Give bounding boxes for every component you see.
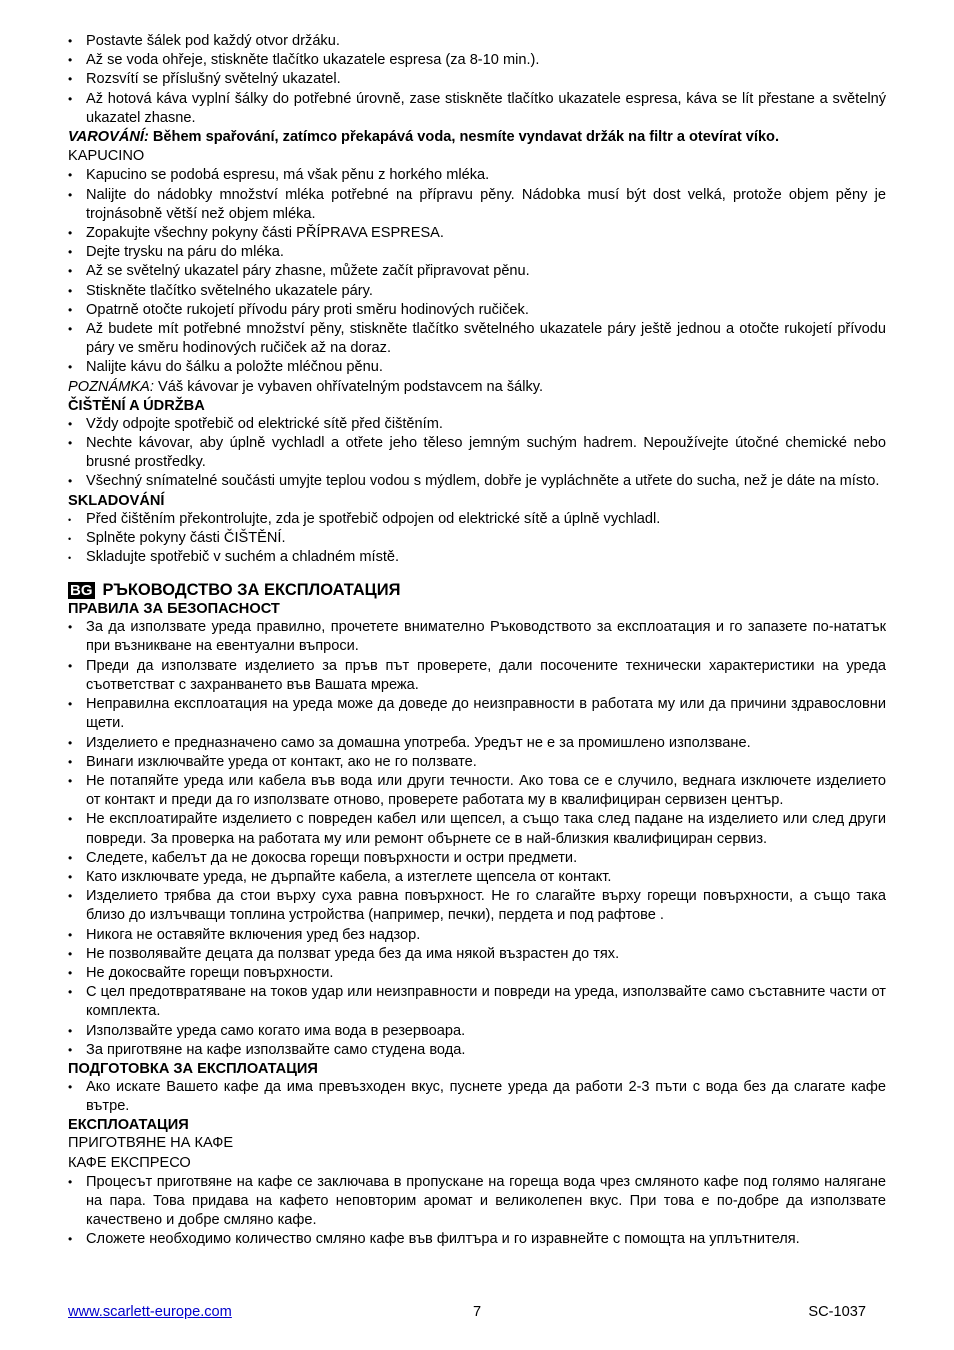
bg-language-badge: BG <box>70 582 93 600</box>
list-item: • Изделието трябва да стои върху суха равна повърхност. Не го слагайте върху горещи повърхности, а също така близо до излъчващи топлина устройства (например, печки), пердета и под рафтове . <box>68 887 886 925</box>
list-item: • Kapucino se podobá espresu, má však pěnu z horkého mléka. <box>68 166 886 185</box>
cz-cleaning-title: ČIŠTĚNÍ A ÚDRŽBA <box>68 397 205 414</box>
list-item: • Не потапяйте уреда или кабела във вода или други течности. Ако това се е случило, веднага изключете изделието от контакт и преди да го използвате отново, проверете работата му в квалифициран сервизен център. <box>68 772 886 810</box>
website-link[interactable]: www.scarlett-europe.com <box>68 1304 232 1320</box>
cz-espresso-list <box>68 32 886 128</box>
list-item: • Неправилна експлоатация на уреда може да доведе до неизправности в работата му или да причини здравословни щети. <box>68 695 886 733</box>
list-item: • Nalijte do nádobky množství mléka potřebné na přípravu pěny. Nádobka musí být dost velká, protože objem pěny je trojnásobně větší než objem mléka. <box>68 186 886 224</box>
cz-storage-title: SKLADOVÁNÍ <box>68 492 165 509</box>
list-item: • Rozsvítí se příslušný světelný ukazatel. <box>68 70 886 89</box>
list-item: • Až se voda ohřeje, stiskněte tlačítko ukazatele espresa (za 8-10 min.). <box>68 51 886 70</box>
bg-section-heading <box>68 581 886 600</box>
list-item: • Следете, кабелът да не докосва горещи повърхности и остри предмети. <box>68 849 886 868</box>
list-item: • За приготвяне на кафе използвайте само студена вода. <box>68 1041 886 1060</box>
list-item: • Až hotová káva vyplní šálky do potřebné úrovně, zase stiskněte tlačítko ukazatele espresa, káva se lít přestane a světelný ukazatel zhasne. <box>68 90 886 128</box>
cz-warning-text: Během spařování, zatímco překapává voda, nesmíte vyndavat držák na filtr a otevírat víko. <box>152 129 780 146</box>
list-item: • За да използвате уреда правилно, прочетете внимателно Ръководството за експлоатация и го запазете по-нататък при възникване на евентуални въпроси. <box>68 618 886 656</box>
cz-warning <box>68 128 886 147</box>
list-item: • Преди да използвате изделието за пръв път проверете, дали посочените технически характеристики на уреда съответстват с захранването във Вашата мрежа. <box>68 657 886 695</box>
list-item: • С цел предотвратяване на токов удар или неизправности и повреди на уреда, използвайте само съставните части от комплекта. <box>68 983 886 1021</box>
list-item: • Nechte kávovar, aby úplně vychladl a otřete jeho těleso jemným suchým hadrem. Nepoužívejte útočné chemické nebo brusné prostředky. <box>68 434 886 472</box>
list-item: • Postavte šálek pod každý otvor držáku. <box>68 32 886 51</box>
bg-safety-title: ПРАВИЛА ЗА БЕЗОПАСНОСТ <box>68 601 280 618</box>
list-item: • Skladujte spotřebič v suchém a chladném místě. <box>68 548 886 567</box>
list-item: • Stiskněte tlačítko světelného ukazatele páry. <box>68 282 886 301</box>
list-item: • Opatrně otočte rukojetí přívodu páry proti směru hodinových ručiček. <box>68 301 886 320</box>
list-item: • Až budete mít potřebné množství pěny, stiskněte tlačítko světelného ukazatele páry ještě jednou a otočte rukojetí přívodu páry ve směru hodinových ručiček až na doraz. <box>68 320 886 358</box>
page-footer <box>68 1304 886 1324</box>
list-item: • Splněte pokyny části ČIŠTĚNÍ. <box>68 529 886 548</box>
list-item: • Všechný snímatelné součásti umyjte teplou vodou s mýdlem, dobře je vypláchněte a utřete do sucha, než je dáte na místo. <box>68 472 886 491</box>
list-item: • Сложете необходимо количество смляно кафе във филтъра и го изравнейте с помощта на уплътнителя. <box>68 1230 886 1249</box>
cz-note <box>68 378 886 397</box>
cz-note-label: POZNÁMKA: <box>68 378 154 395</box>
list-item: • Не позволявайте децата да ползват уреда без да има някой възрастен до тях. <box>68 945 886 964</box>
list-item: • Изделието е предназначено само за домашна употреба. Уредът не е за промишлено използване. <box>68 734 886 753</box>
page-number: 7 <box>473 1304 482 1320</box>
bg-safety-list <box>68 618 886 1060</box>
bg-espresso-title: КАФЕ ЕКСПРЕСО <box>68 1154 191 1171</box>
list-item: • Zopakujte všechny pokyny části PŘÍPRAVA ESPRESA. <box>68 224 886 243</box>
list-item: • Dejte trysku na páru do mléka. <box>68 243 886 262</box>
list-item: • Nalijte kávu do šálku a položte mléčnou pěnu. <box>68 358 886 377</box>
list-item: • Před čištěním překontrolujte, zda je spotřebič odpojen od elektrické sítě a úplně vychladl. <box>68 510 886 529</box>
list-item: • Като изключвате уреда, не дърпайте кабела, а изтеглете щепсела от контакт. <box>68 868 886 887</box>
list-item: • Vždy odpojte spotřebič od elektrické sítě před čištěním. <box>68 415 886 434</box>
page-content <box>68 32 886 1250</box>
cz-kapucino-list <box>68 166 886 377</box>
bg-manual-title: РЪКОВОДСТВО ЗА ЕКСПЛОАТАЦИЯ <box>102 581 401 600</box>
list-item: • Не експлоатирайте изделието с повреден кабел или щепсел, а също така след падане на изделието или след други повреди. За проверка на работата му или ремонт обърнете се в най-близкия квалифициран сервиз. <box>68 810 886 848</box>
bg-operation-title: ЕКСПЛОАТАЦИЯ <box>68 1117 189 1134</box>
bg-making-coffee: ПРИГОТВЯНЕ НА КАФЕ <box>68 1135 234 1152</box>
cz-cleaning-list <box>68 415 886 492</box>
list-item: • Ако искате Вашето кафе да има превъзходен вкус, пуснете уреда да работи 2-3 пъти с вода без да слагате кафе вътре. <box>68 1078 886 1116</box>
bg-prep-title: ПОДГОТОВКА ЗА ЕКСПЛОАТАЦИЯ <box>68 1060 318 1077</box>
bg-espresso-list <box>68 1173 886 1250</box>
bg-prep-list <box>68 1078 886 1116</box>
cz-note-text: Váš kávovar je vybaven ohřívatelným podstavcem na šálky. <box>158 378 544 395</box>
model-number: SC-1037 <box>808 1304 866 1320</box>
list-item: • Процесът приготвяне на кафе се заключава в пропускане на гореща вода чрез смляното кафе под голямо налягане на пара. Това придава на кафето неповторим аромат и великолепен вкус. При това е по-добре да използвате качествено и добре смляно кафе. <box>68 1173 886 1231</box>
list-item: • Винаги изключвайте уреда от контакт, ако не го ползвате. <box>68 753 886 772</box>
list-item: • Не докосвайте горещи повърхности. <box>68 964 886 983</box>
list-item: • Až se světelný ukazatel páry zhasne, můžete začít připravovat pěnu. <box>68 262 886 281</box>
list-item: • Никога не оставяйте включения уред без надзор. <box>68 926 886 945</box>
cz-kapucino-title: KAPUCINO <box>68 148 145 165</box>
cz-storage-list <box>68 510 886 568</box>
list-item: • Използвайте уреда само когато има вода в резервоара. <box>68 1022 886 1041</box>
cz-warning-label: VAROVÁNÍ: <box>68 129 149 146</box>
